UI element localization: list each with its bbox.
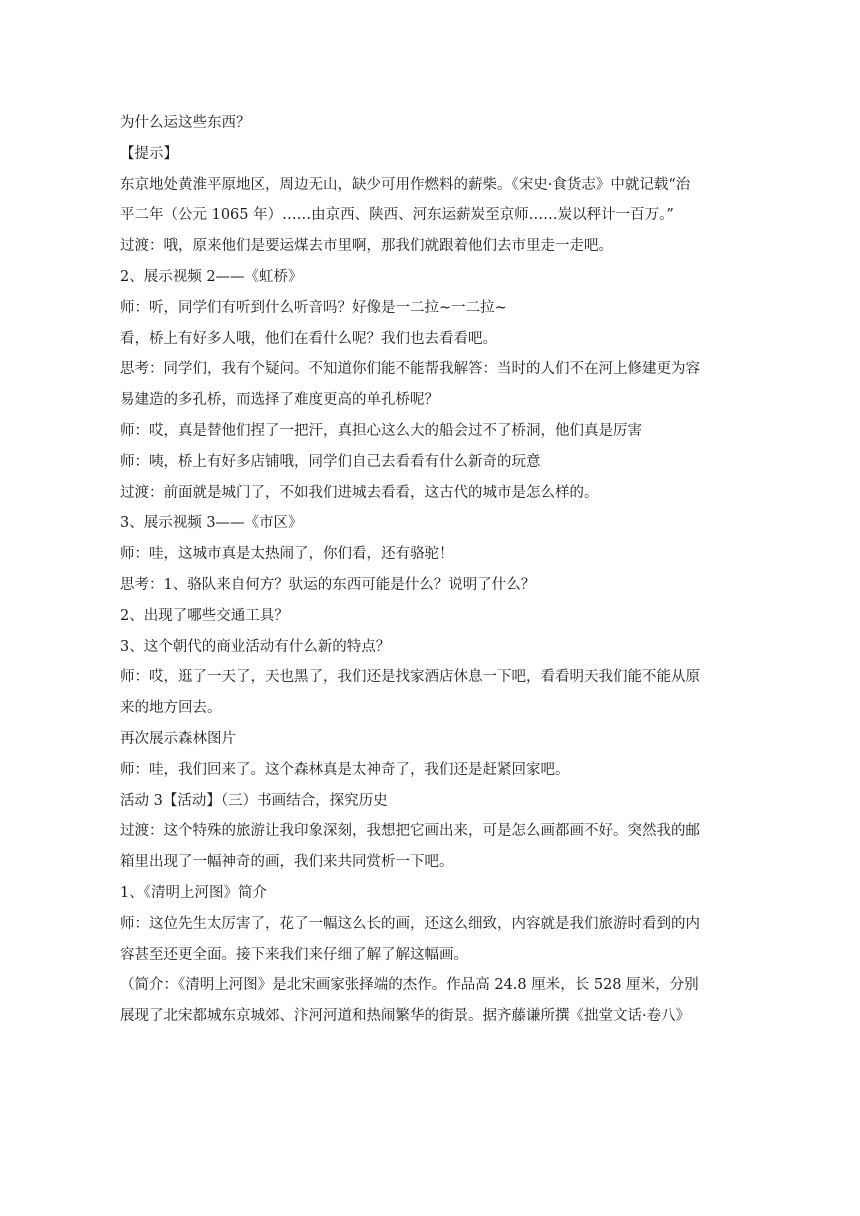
text-line: 展现了北宋都城东京城郊、汴河河道和热闹繁华的街景。据齐藤谦所撰《拙堂文话·卷八》 xyxy=(120,1008,691,1025)
text-line: 师：这位先生太厉害了，花了一幅这么长的画，还这么细致，内容就是我们旅游时看到的内 xyxy=(120,915,700,932)
text-line: 过渡：这个特殊的旅游让我印象深刻，我想把它画出来，可是怎么画都画不好。突然我的邮 xyxy=(120,823,700,840)
text-line: 师：听，同学们有听到什么听音吗？好像是一二拉~一二拉~ xyxy=(120,299,507,316)
text-line: 1、《清明上河图》简介 xyxy=(120,884,267,901)
text-line: 看，桥上有好多人哦，他们在看什么呢？我们也去看看吧。 xyxy=(120,330,497,347)
text-line: 平二年（公元 1065 年）……由京西、陕西、河东运薪炭至京师……炭以秤计一百万。” xyxy=(120,207,674,224)
text-line: 东京地处黄淮平原地区，周边无山，缺少可用作燃料的薪柴。《宋史·食货志》中就记载“治 xyxy=(120,176,691,193)
text-line: 2、出现了哪些交通工具？ xyxy=(120,607,289,624)
text-line: 2、展示视频 2——《虹桥》 xyxy=(120,268,303,285)
text-line: 过渡：前面就是城门了，不如我们进城去看看，这古代的城市是怎么样的。 xyxy=(120,484,599,501)
text-line: 师：哎，逛了一天了，天也黑了，我们还是找家酒店休息一下吧，看看明天我们能不能从原 xyxy=(120,669,700,686)
text-line: 3、这个朝代的商业活动有什么新的特点？ xyxy=(120,638,391,655)
text-line: 师：哎，真是替他们捏了一把汗，真担心这么大的船会过不了桥洞，他们真是厉害 xyxy=(120,422,642,439)
text-line: （简介：《清明上河图》是北宋画家张择端的杰作。作品高 24.8 厘米，长 528 厘米，分别 xyxy=(120,977,699,994)
text-line: 来的地方回去。 xyxy=(120,700,222,717)
text-line: 师：哇，我们回来了。这个森林真是太神奇了，我们还是赶紧回家吧。 xyxy=(120,761,570,778)
text-line: 【提示】 xyxy=(120,145,178,162)
text-line: 容甚至还更全面。接下来我们来仔细了解了解这幅画。 xyxy=(120,946,468,963)
text-line: 箱里出现了一幅神奇的画，我们来共同赏析一下吧。 xyxy=(120,854,454,871)
text-line: 师：哇，这城市真是太热闹了，你们看，还有骆驼！ xyxy=(120,546,454,563)
text-line: 易建造的多孔桥，而选择了难度更高的单孔桥呢？ xyxy=(120,392,439,409)
text-line: 再次展示森林图片 xyxy=(120,730,236,747)
text-line: 思考：同学们，我有个疑问。不知道你们能不能帮我解答：当时的人们不在河上修建更为容 xyxy=(120,361,700,378)
text-line: 活动 3【活动】（三）书画结合，探究历史 xyxy=(120,792,388,809)
text-line: 为什么运这些东西？ xyxy=(120,115,251,131)
text-line: 思考：1、骆队来自何方？驮运的东西可能是什么？说明了什么？ xyxy=(120,576,536,593)
text-line: 过渡：哦，原来他们是要运煤去市里啊，那我们就跟着他们去市里走一走吧。 xyxy=(120,238,613,255)
text-line: 师：咦，桥上有好多店铺哦，同学们自己去看看有什么新奇的玩意 xyxy=(120,453,541,470)
document-body xyxy=(120,108,736,1032)
text-line: 3、展示视频 3——《市区》 xyxy=(120,515,303,532)
